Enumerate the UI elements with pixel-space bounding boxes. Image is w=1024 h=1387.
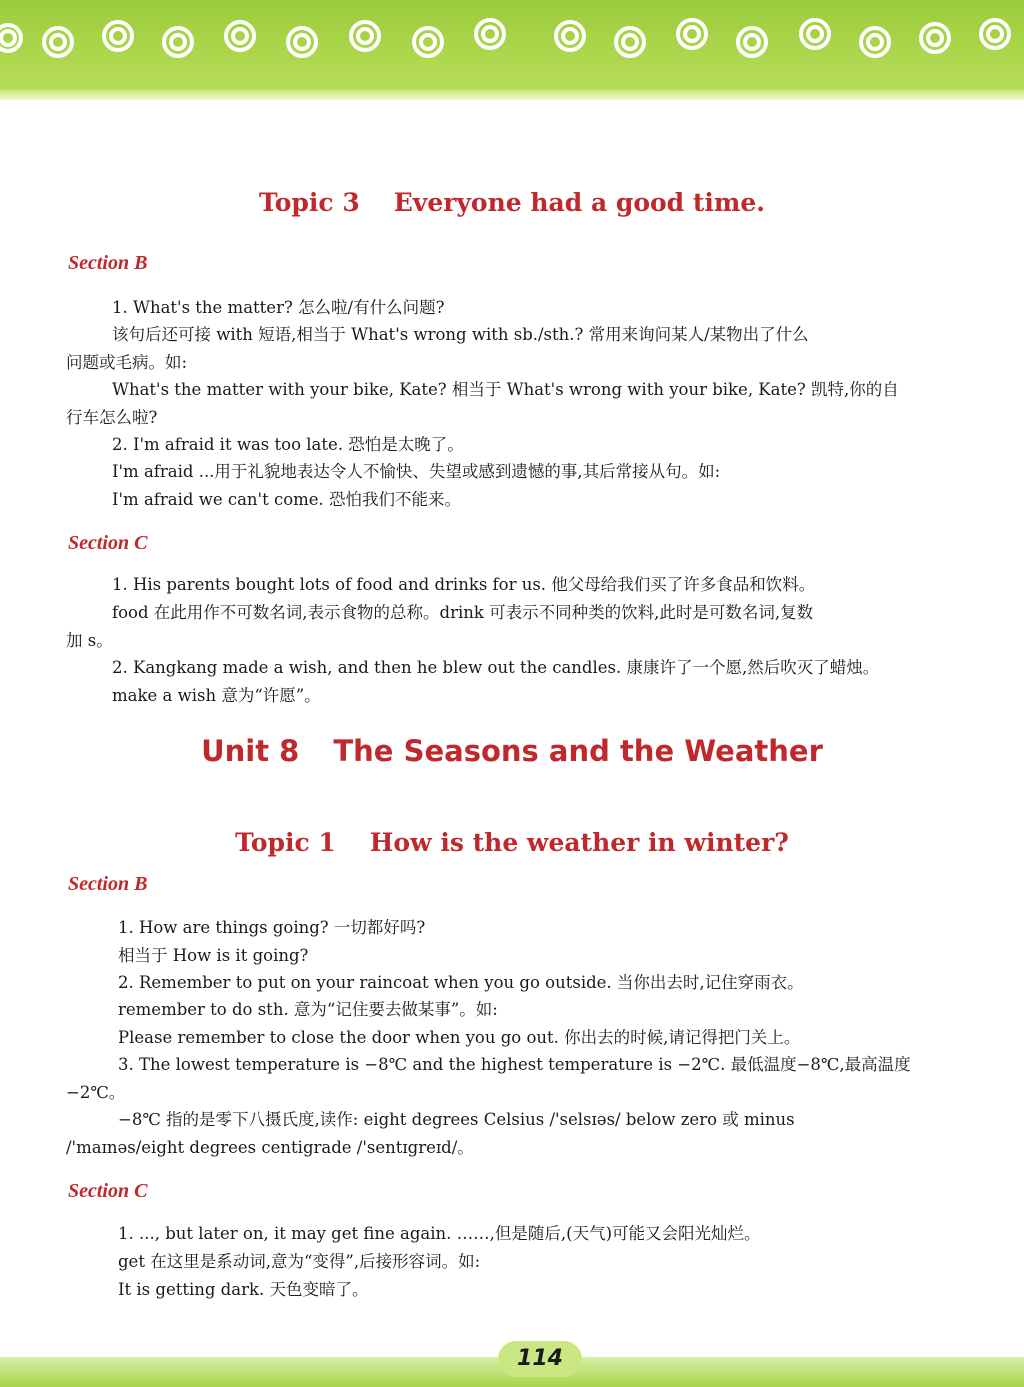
paragraph-line: 2. I'm afraid it was too late. 恐怕是太晚了。 [112, 435, 464, 454]
paragraph-line: 1. How are things going? 一切都好吗? [118, 918, 426, 937]
topic1-number: Topic 1 [235, 828, 336, 857]
topic1-section-b-heading: Section B [68, 873, 148, 895]
paragraph-line: /'maɪnəs/eight degrees centigrade /'sentɪgreɪd/。 [66, 1138, 474, 1157]
band-edge [0, 90, 1024, 100]
paragraph-line: 2. Kangkang made a wish, and then he blew out the candles. 康康许了一个愿,然后吹灭了蜡烛。 [112, 658, 880, 677]
page-number: 114 [517, 1346, 563, 1371]
paragraph-line: 加 s。 [66, 631, 113, 650]
paragraph-line: get 在这里是系动词,意为“变得”,后接形容词。如: [118, 1252, 481, 1271]
paragraph-line: remember to do sth. 意为“记住要去做某事”。如: [118, 1000, 498, 1019]
topic1-title [0, 828, 1024, 857]
topic3-number: Topic 3 [259, 188, 360, 217]
paragraph-line: 3. The lowest temperature is −8℃ and the highest temperature is −2℃. 最低温度−8℃,最高温度 [118, 1055, 911, 1074]
paragraph-line: 相当于 How is it going? [118, 946, 309, 965]
paragraph-line: I'm afraid we can't come. 恐怕我们不能来。 [112, 490, 462, 509]
paragraph-line: I'm afraid ...用于礼貌地表达令人不愉快、失望或感到遗憾的事,其后常接从句。如: [112, 462, 721, 481]
unit8-number: Unit 8 [201, 734, 300, 768]
topic1-text: How is the weather in winter? [369, 828, 789, 857]
paragraph-line: 该句后还可接 with 短语,相当于 What's wrong with sb./sth.? 常用来询问某人/某物出了什么 [112, 325, 809, 344]
paragraph-line: 1. What's the matter? 怎么啦/有什么问题? [112, 298, 445, 317]
paragraph-line: It is getting dark. 天色变暗了。 [118, 1280, 369, 1299]
topic3-section-c-heading: Section C [68, 532, 148, 554]
paragraph-line: food 在此用作不可数名词,表示食物的总称。drink 可表示不同种类的饮料,此时是可数名词,复数 [112, 603, 814, 622]
paragraph-line: 1. ..., but later on, it may get fine again. ……,但是随后,(天气)可能又会阳光灿烂。 [118, 1224, 761, 1243]
unit8-text: The Seasons and the Weather [333, 734, 823, 768]
paragraph-line: What's the matter with your bike, Kate? 相当于 What's wrong with your bike, Kate? 凯特,你的自 [112, 380, 899, 399]
topic3-text: Everyone had a good time. [393, 188, 765, 217]
paragraph-line: 2. Remember to put on your raincoat when you go outside. 当你出去时,记住穿雨衣。 [118, 973, 804, 992]
paragraph-line: −8℃ 指的是零下八摄氏度,读作: eight degrees Celsius /'selsɪəs/ below zero 或 minus [118, 1110, 795, 1129]
topic3-title [0, 188, 1024, 217]
ring-pattern-decoration [0, 0, 1024, 100]
paragraph-line: 问题或毛病。如: [66, 353, 188, 372]
paragraph-line: 1. His parents bought lots of food and drinks for us. 他父母给我们买了许多食品和饮料。 [112, 575, 816, 594]
unit8-title [0, 734, 1024, 768]
topic3-section-b-heading: Section B [68, 252, 148, 274]
paragraph-line: Please remember to close the door when you go out. 你出去的时候,请记得把门关上。 [118, 1028, 801, 1047]
topic1-section-c-heading: Section C [68, 1180, 148, 1202]
paragraph-line: 行车怎么啦? [66, 408, 158, 427]
paragraph-line: make a wish 意为“许愿”。 [112, 686, 321, 705]
paragraph-line: −2℃。 [66, 1083, 126, 1102]
top-decorative-band [0, 0, 1024, 100]
